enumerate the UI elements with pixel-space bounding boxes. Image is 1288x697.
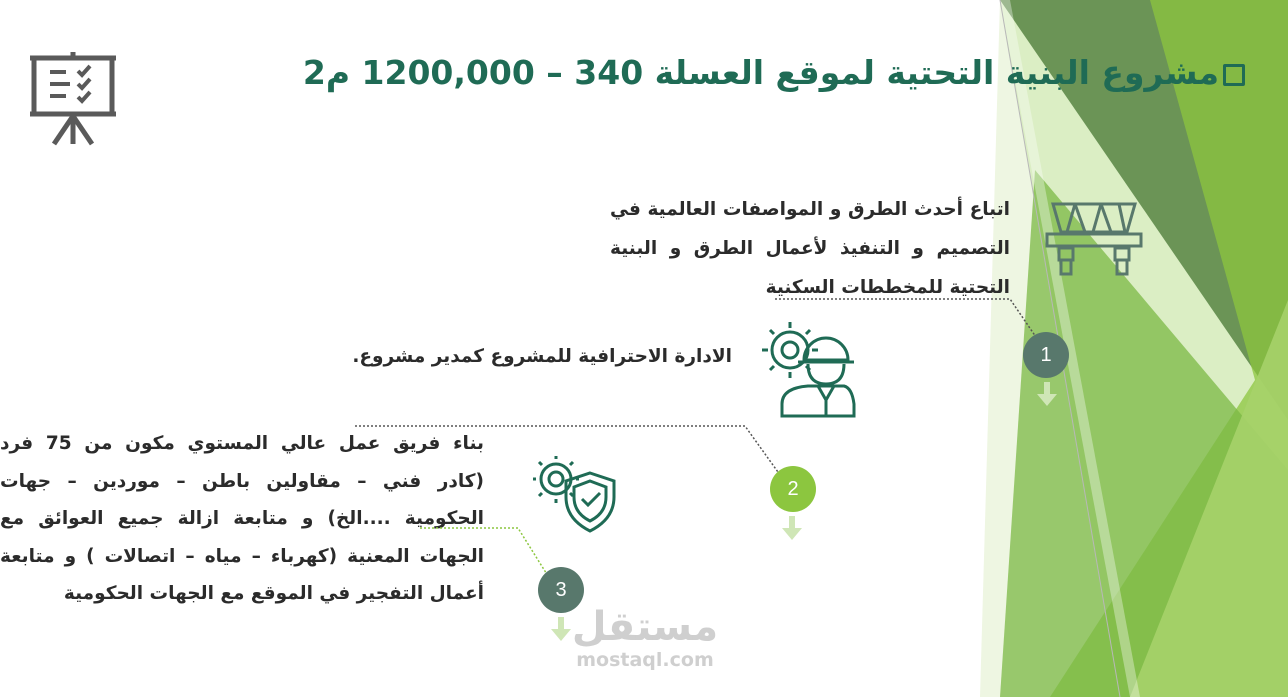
step-3-badge: 3 — [538, 567, 584, 613]
item-2-text: الادارة الاحترافية للمشروع كمدير مشروع. — [352, 346, 732, 367]
watermark-brand: مستقل — [571, 604, 719, 650]
watermark — [560, 605, 730, 671]
step-2-badge: 2 — [770, 466, 816, 512]
step-1-badge: 1 — [1023, 332, 1069, 378]
item-3-text: بناء فريق عمل عالي المستوي مكون من 75 فرد (كادر فني – مقاولين باطن – موردين – جهات الحكومية ....الخ) و متابعة ازالة جميع العوائق مع الجهات المعنية (كهرباء – مياه – اتصالات ) و متابعة أعمال التفجير في الموقع مع الجهات الحكومية — [0, 433, 485, 604]
item-1-text: اتباع أحدث الطرق و المواصفات العالمية في التصميم و التنفيذ لأعمال الطرق و البنية التحتية للمخططات السكنية — [610, 199, 1010, 298]
watermark-site: mostaql.com — [576, 649, 714, 671]
title-text: مشروع البنية التحتية لموقع العسلة 340 – 1200,000 م2 — [302, 53, 1219, 92]
